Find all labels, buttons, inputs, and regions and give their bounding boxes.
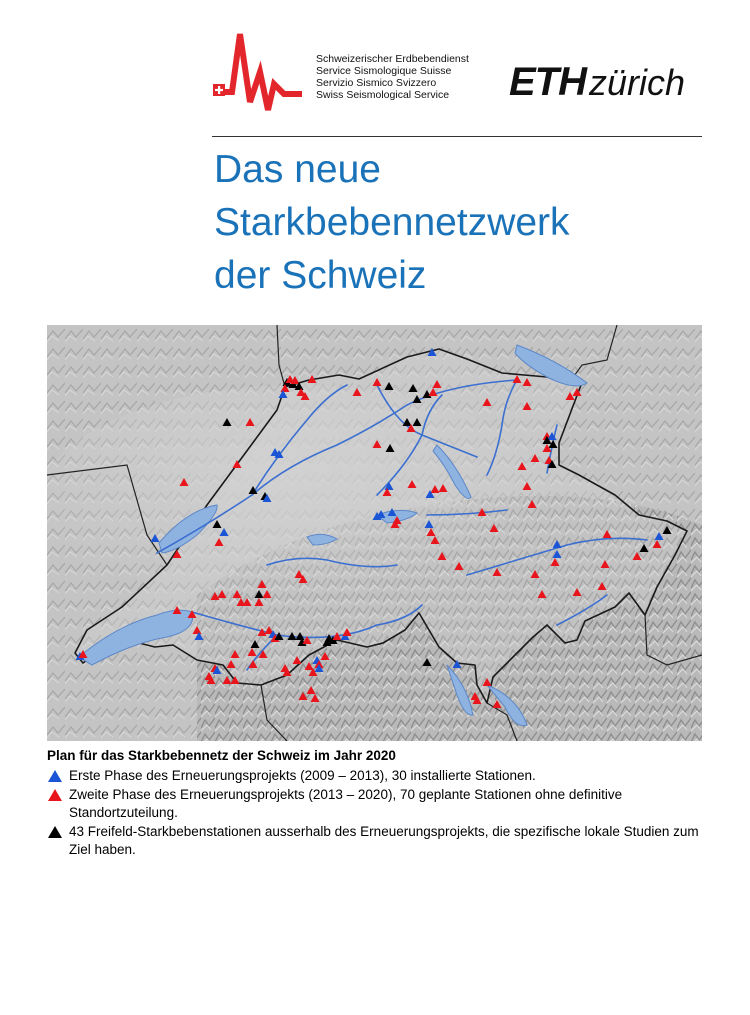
map-caption [47,747,707,860]
sed-logo [212,32,304,118]
title-line-3: der Schweiz [214,254,427,297]
switzerland-station-map [47,325,702,741]
sed-name-de: Schweizerischer Erdbebendienst [316,53,469,65]
eth-logo-italic: zürich [589,62,686,103]
caption-title: Plan für das Starkbebennetz der Schweiz im Jahr 2020 [47,748,396,763]
title-line-2: Starkbebennetzwerk [214,201,570,244]
sed-name-fr: Service Sismologique Suisse [316,65,452,77]
title-line-1: Das neue [214,148,381,191]
red-triangle-icon [48,789,62,801]
legend-list [47,767,707,859]
legend-item-phase1 [47,767,707,785]
black-triangle-icon [48,826,62,838]
legend-text-phase1: Erste Phase des Erneuerungsprojekts (2009 – 2013), 30 installierte Stationen. [69,768,536,783]
eth-logo-bold: ETH [509,60,586,104]
legend-item-freefield [47,823,707,859]
header-divider [212,136,702,137]
sed-name-en: Swiss Seismological Service [316,89,450,101]
legend-item-phase2 [47,786,707,822]
sed-name-it: Servizio Sismico Svizzero [316,77,437,89]
eth-zurich-logo [509,60,685,105]
legend-text-phase2: Zweite Phase des Erneuerungsprojekts (2013 – 2020), 70 geplante Stationen ohne definitive Standortzuteilung. [69,787,623,820]
page-title [214,143,714,302]
sed-name-block [316,53,469,101]
blue-triangle-icon [48,770,62,782]
legend-text-freefield: 43 Freifeld-Starkbebenstationen ausserhalb des Erneuerungsprojekts, die spezifische lokale Studien zum Ziel haben. [69,824,699,857]
